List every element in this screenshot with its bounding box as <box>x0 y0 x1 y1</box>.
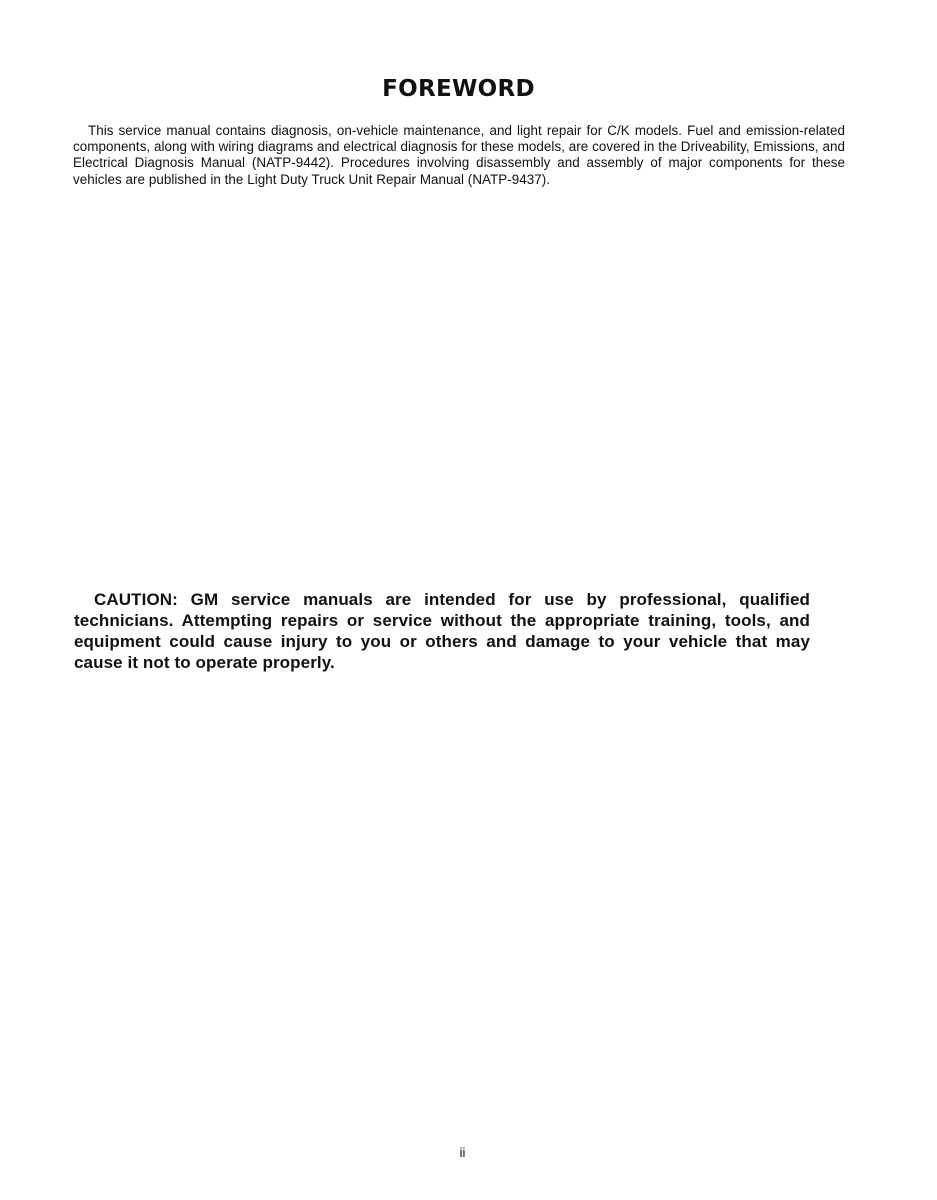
caution-notice: CAUTION: GM service manuals are intended for use by professional, qualified technicians. Attempting repairs or service without the appropriate training, tools, and equipment could cause injury to you or others and damage to your vehicle that may cause it not to operate properly. <box>74 590 810 672</box>
page-number: ii <box>459 1145 466 1160</box>
foreword-paragraph: This service manual contains diagnosis, on-vehicle maintenance, and light repair for C/K models. Fuel and emission-related components, along with wiring diagrams and electrical diagnosis for these models, are covered in the Driveability, Emissions, and Electrical Diagnosis Manual (NATP-9442). Procedures involving disassembly and assembly of major components for these vehicles are published in the Light Duty Truck Unit Repair Manual (NATP-9437). <box>73 123 845 187</box>
page-title: FOREWORD <box>382 76 535 102</box>
